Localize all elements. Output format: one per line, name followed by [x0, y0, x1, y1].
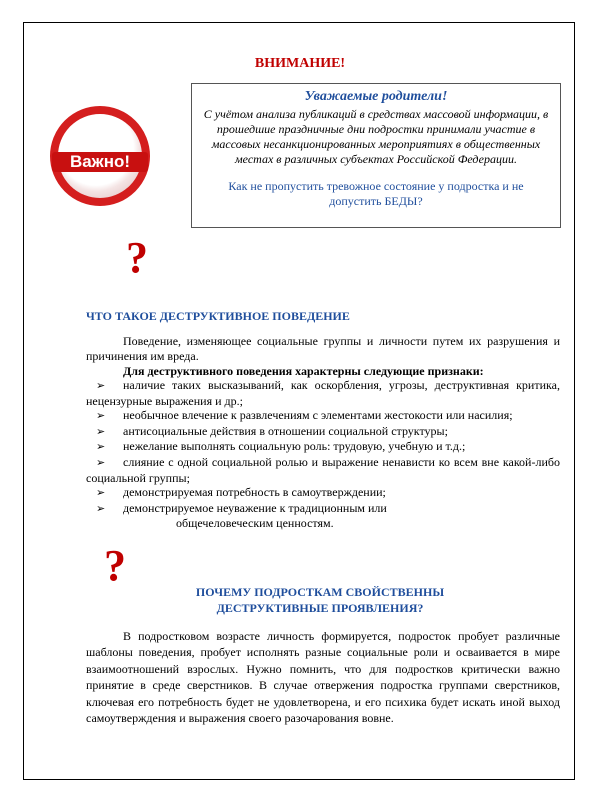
question-mark-icon: ? [104, 541, 126, 590]
signs-lead: Для деструктивного поведения характерны следующие признаки: [123, 364, 484, 378]
arrow-bullet-icon: ➢ [96, 456, 106, 469]
page-title: ВНИМАНИЕ! [254, 56, 346, 71]
section-heading-why-line1: ПОЧЕМУ ПОДРОСТКАМ СВОЙСТВЕННЫ [195, 585, 445, 599]
arrow-bullet-icon: ➢ [96, 441, 106, 454]
list-item: ➢ демонстрируемое неуважение к традиционным или [96, 500, 387, 515]
arrow-bullet-icon: ➢ [96, 380, 106, 392]
important-badge-label: Важно! [52, 152, 148, 172]
notice-heading: Уважаемые родители! [304, 89, 448, 104]
signs-list [86, 378, 560, 531]
notice-question: Как не пропустить тревожное состояние у подростка и не допустить БЕДЫ? [228, 179, 524, 208]
arrow-bullet-icon: ➢ [96, 425, 106, 438]
notice-box [191, 83, 561, 228]
list-item: ➢ наличие таких высказываний, как оскорбления, угрозы, деструктивная критика, нецензурные выражения и др.; [86, 378, 560, 408]
list-item: ➢ слияние с одной социальной ролью и выражение ненависти ко всем вне какой-либо социальной группы; [86, 454, 560, 485]
list-item: ➢ необычное влечение к развлечениям с элементами жестокости или насилия; [96, 408, 513, 423]
list-item: общечеловеческим ценностям. [176, 516, 334, 531]
definition-paragraph: Поведение, изменяющее социальные группы и личности путем их разрушения и причинения им вреда. [86, 334, 560, 363]
list-item: ➢ антисоциальные действия в отношении социальной структуры; [96, 423, 448, 438]
arrow-bullet-icon: ➢ [96, 410, 106, 423]
section-heading-why-line2: ДЕСТРУКТИВНЫЕ ПРОЯВЛЕНИЯ? [216, 601, 424, 615]
arrow-bullet-icon: ➢ [96, 487, 106, 500]
section-heading-destructive: ЧТО ТАКОЕ ДЕСТРУКТИВНОЕ ПОВЕДЕНИЕ [86, 309, 350, 323]
arrow-bullet-icon: ➢ [96, 502, 106, 515]
notice-body: С учётом анализа публикаций в средствах массовой информации, в прошедшие праздничные дни подростки принимали участие в массовых несанкционированных мероприятиях в общественных местах в различных субъектах Российской Федерации. [203, 107, 549, 166]
list-item: ➢ нежелание выполнять социальную роль: трудовую, учебную и т.д.; [96, 439, 466, 454]
important-badge [50, 106, 150, 206]
why-paragraph: В подростковом возрасте личность формируется, подросток пробует различные шаблоны поведения, пробует исполнять разные социальные роли и осваивается в мире взаимоотношений взрослых. Нужно помнить, что для подростков критически важно принятие в среде сверстников. В случае отвержения подростка группами сверстников, ключевая его потребность будет не удовлетворена, и его психика будет искать иной выход самоутверждения и выражения своего разочарования вовне. [86, 629, 560, 726]
question-mark-icon: ? [126, 233, 148, 282]
list-item: ➢ демонстрируемая потребность в самоутверждении; [96, 485, 386, 500]
section-heading-why [135, 584, 505, 616]
